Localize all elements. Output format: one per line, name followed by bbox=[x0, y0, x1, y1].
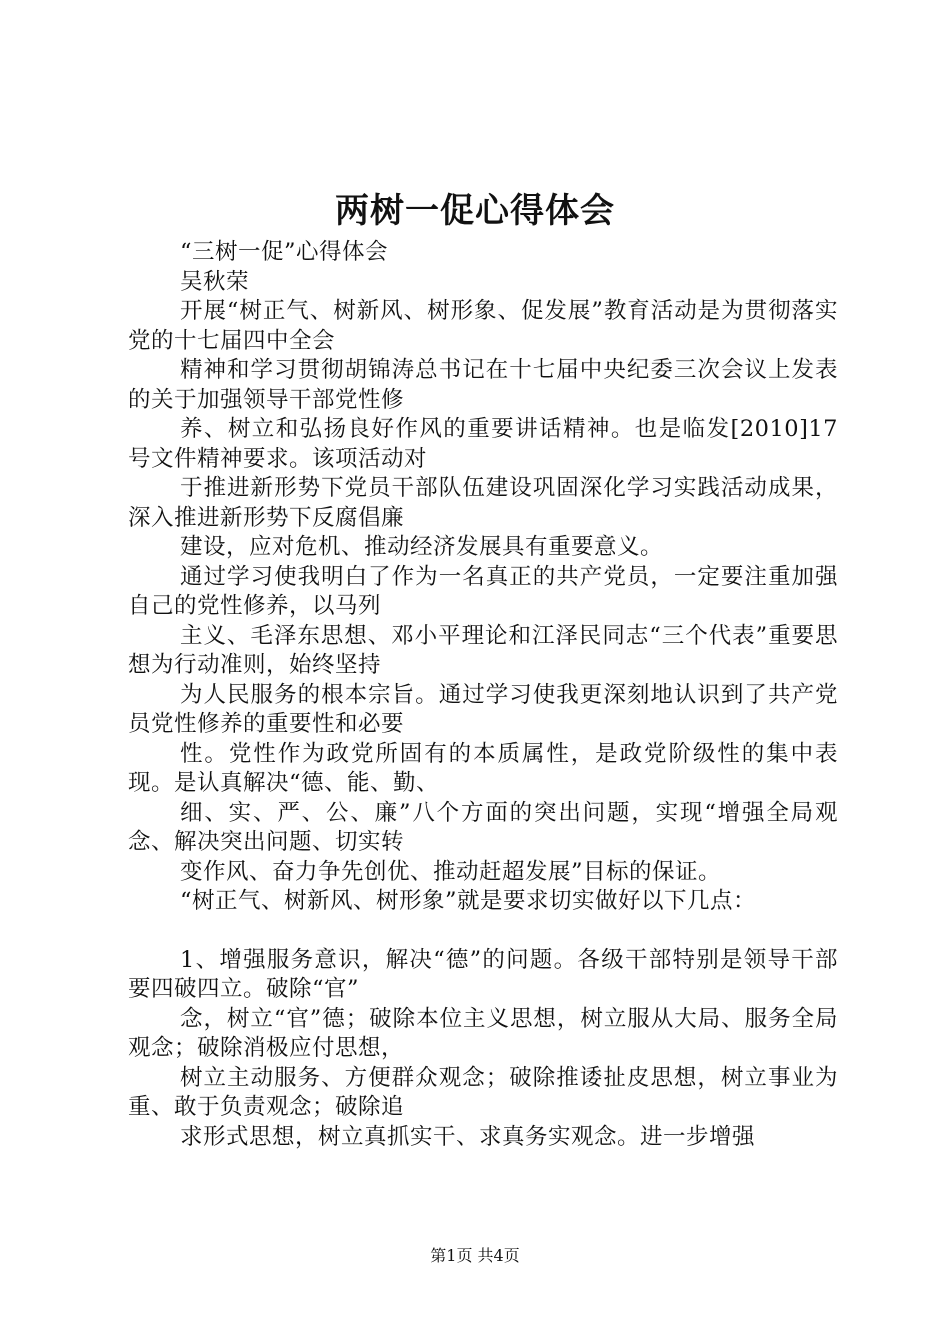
paragraph: 开展“树正气、树新风、树形象、促发展”教育活动是为贯彻落实党的十七届四中全会 bbox=[128, 298, 838, 354]
paragraph: 1、增强服务意识，解决“德”的问题。各级干部特别是领导干部要四破四立。破除“官” bbox=[128, 946, 838, 1002]
document-title: 两树一促心得体会 bbox=[335, 191, 615, 231]
paragraph: 变作风、奋力争先创优、推动赶超发展”目标的保证。 bbox=[180, 858, 722, 885]
paragraph: “树正气、树新风、树形象”就是要求切实做好以下几点： bbox=[180, 888, 757, 914]
page-number-footer: 第1页 共4页 bbox=[430, 1246, 520, 1265]
paragraph: 性。党性作为政党所固有的本质属性，是政党阶级性的集中表现。是认真解决“德、能、勤、 bbox=[128, 740, 838, 796]
paragraph: 细、实、严、公、廉”八个方面的突出问题，实现“增强全局观念、解决突出问题、切实转 bbox=[128, 799, 838, 855]
paragraph-author: 吴秋荣 bbox=[180, 268, 250, 295]
paragraph: 求形式思想，树立真抓实干、求真务实观念。进一步增强 bbox=[180, 1123, 756, 1150]
paragraph-subtitle: “三树一促”心得体会 bbox=[180, 239, 389, 265]
paragraph: 念，树立“官”德；破除本位主义思想，树立服从大局、服务全局观念；破除消极应付思想， bbox=[128, 1005, 838, 1061]
paragraph: 主义、毛泽东思想、邓小平理论和江泽民同志“三个代表”重要思想为行动准则，始终坚持 bbox=[128, 622, 838, 678]
paragraph: 通过学习使我明白了作为一名真正的共产党员，一定要注重加强自己的党性修养，以马列 bbox=[128, 563, 838, 619]
paragraph: 建设，应对危机、推动经济发展具有重要意义。 bbox=[180, 534, 664, 560]
paragraph: 树立主动服务、方便群众观念；破除推诿扯皮思想，树立事业为重、敢于负责观念；破除追 bbox=[128, 1064, 838, 1120]
paragraph: 于推进新形势下党员干部队伍建设巩固深化学习实践活动成果，深入推进新形势下反腐倡廉 bbox=[128, 475, 838, 531]
paragraph: 养、树立和弘扬良好作风的重要讲话精神。也是临发[2010]17号文件精神要求。该项活动对 bbox=[128, 416, 838, 472]
paragraph: 精神和学习贯彻胡锦涛总书记在十七届中央纪委三次会议上发表的关于加强领导干部党性修 bbox=[128, 357, 838, 413]
document-body bbox=[128, 238, 838, 1152]
paragraph: 为人民服务的根本宗旨。通过学习使我更深刻地认识到了共产党员党性修养的重要性和必要 bbox=[128, 681, 838, 737]
